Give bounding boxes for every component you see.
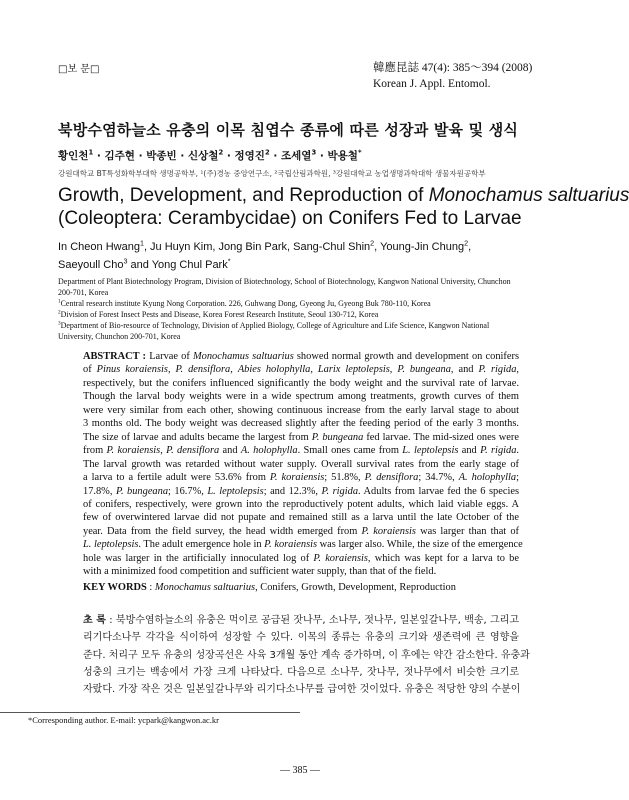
affiliation-text: Division of Forest Insect Pests and Disease, Korea Forest Research Institute, Seoul 130-712, Korea [60, 310, 379, 319]
affil-mark: 1 [58, 298, 61, 305]
species-name: P. koraiensis [269, 472, 325, 484]
abstract-text: , [310, 364, 318, 376]
species-name: P. bungeana [115, 485, 169, 497]
abstract-text: , and [450, 364, 479, 376]
abstract-text: showed normal growth and development on conifers [293, 351, 519, 362]
keywords-list: , Conifers, Growth, Development, Reproduction [255, 582, 456, 593]
abstract-line [83, 458, 519, 471]
korean-abstract-label: 초 록 [83, 615, 106, 626]
abstract-text: year. Data from the field survey, the head width emerged from [83, 525, 362, 537]
korean-abstract-line [83, 681, 519, 698]
abstract-label: ABSTRACT : [83, 351, 147, 362]
affiliation-line [58, 320, 558, 331]
section-tag: □보 문□ [58, 64, 100, 75]
author-name: and Yong Chul Park [127, 259, 228, 271]
abstract-line [83, 511, 519, 524]
author-name: 박종빈 [146, 150, 177, 162]
korean-abstract-text: : 북방수염하늘소의 유충은 먹이로 공급된 잣나무, 소나무, 젓나무, 일본잎갈나무, 백송, 그리고 [105, 615, 519, 626]
abstract-line [83, 350, 519, 363]
korean-affiliations: 강원대학교 BT특성화학부대학 생명공학부, ¹(주)경농 중앙연구소, ²국립산림과학원, ³강원대학교 농업생명과학대학 생물자원공학부 [58, 169, 486, 178]
abstract-line [83, 431, 519, 444]
species-name: P. koraiensis [264, 539, 318, 551]
abstract-line [83, 485, 519, 498]
species-name: P. rigida [478, 364, 517, 376]
affiliation-text: 200-701, Korea [58, 288, 109, 297]
korean-abstract-text: 리기다소나무 각각을 식이하여 성장할 수 있다. 이목의 종류는 유충의 크기와 생존력에 큰 영향을 [83, 632, 519, 644]
korean-abstract-line [83, 647, 530, 664]
abstract-text: hole was larger in the artificially innoculated log of [83, 552, 314, 564]
abstract-line [83, 404, 519, 417]
species-name: P. rigida [321, 485, 359, 497]
abstract-text: , [230, 364, 238, 376]
author-name: In Cheon Hwang [58, 241, 140, 253]
abstract-text: of [83, 364, 97, 376]
affiliation-line [58, 276, 558, 287]
abstract-text: and [219, 445, 241, 457]
korean-abstract-line [83, 629, 519, 646]
abstract-text: of conifers, respectively, were grown into the reproductively potent adults, which laid viable eggs. A [83, 498, 519, 510]
author-affil-mark: 3 [123, 257, 128, 266]
abstract-text: , which was kept for a larva to be [367, 552, 519, 564]
author-affil-mark: 1 [139, 239, 144, 248]
species-name: P. densiflora [175, 364, 231, 376]
species-name: L. leptolepsis [207, 485, 264, 497]
abstract-text: 3 months old. The body weight was decreased slightly after the feeding period of the early 3 months. [83, 418, 519, 430]
abstract-text: . [516, 445, 520, 457]
english-title [58, 184, 629, 230]
species-name: A. holophylla [458, 472, 517, 484]
korean-abstract [83, 612, 530, 698]
species-name: P. bungeana [311, 431, 364, 443]
species-name: P. densiflora [166, 445, 220, 457]
affiliation-line [58, 287, 558, 298]
species-name: P. koraiensis [106, 445, 161, 457]
affiliation-text: Central research institute Kyung Nong Corporation. 226, Guhwang Dong, Gyeong Ju, Gyeong Buk 780-110, Korea [60, 299, 431, 308]
author-separator: · [134, 150, 147, 162]
korean-authors [58, 148, 362, 163]
corresponding-author-footnote: *Corresponding author. E-mail: ycpark@kangwon.ac.kr [28, 715, 220, 725]
author-affil-mark: 2 [370, 239, 375, 248]
author-name: , [468, 241, 472, 253]
abstract-text: Larvae of [146, 351, 194, 362]
abstract-text: ; 51.8%, [324, 472, 365, 484]
abstract-text: few of overwintered larvae did not pupate and remained still as a larva until the late October of the [83, 512, 519, 524]
keywords [83, 582, 456, 593]
author-name: 조세열 [281, 150, 312, 162]
abstract-text: ; 34.7%, [418, 472, 459, 484]
author-name: 황인천 [58, 150, 89, 162]
affiliation-text: Department of Plant Biotechnology Program, Division of Biotechnology, School of Biotechnology, Kangwon National University, Chunchon [58, 277, 511, 286]
abstract-line [83, 525, 519, 538]
abstract-text: was larger also. While, the size of the emergence [317, 539, 523, 551]
abstract-line [83, 538, 523, 551]
species-name: L. leptolepsis [402, 445, 459, 457]
species-name: P. bungeana [397, 364, 451, 376]
abstract-text: . Small ones came from [297, 445, 403, 457]
keywords-label: KEY WORDS [83, 582, 147, 593]
abstract-text: The larval growth was retarded without water supply. Overall survival rates from the early stage of [83, 458, 519, 470]
journal-volume: 韓應昆誌 47(4): 385～394 (2008) [373, 62, 533, 74]
abstract-line [83, 390, 519, 403]
affiliations [58, 276, 558, 342]
abstract-text: , [160, 445, 167, 457]
korean-abstract-text: 준다. 처리구 모두 유충의 성장곡선은 사육 3개월 동안 계속 증가하며, 이 후에는 약간 감소한다. 유충과 [83, 649, 530, 661]
korean-abstract-text: 성충의 크기는 백송에서 가장 크게 나타났다. 다음으로 소나무, 잣나무, 젓나무에서 비슷한 크기로 [83, 666, 519, 678]
korean-abstract-line [83, 664, 519, 681]
species-name: Abies holophylla [237, 364, 311, 376]
title-species: Monochamus saltuarius [428, 185, 629, 206]
abstract-line [83, 444, 519, 457]
author-affil-mark: 2 [464, 239, 469, 248]
affil-mark: 2 [58, 309, 61, 316]
abstract-text: was larger than that of [415, 525, 520, 537]
abstract-text: and [458, 445, 481, 457]
authors-line [58, 238, 471, 256]
abstract-line [83, 471, 519, 484]
korean-title: 북방수염하늘소 유충의 이목 침엽수 종류에 따른 성장과 발육 및 생식 [58, 121, 519, 139]
species-name: P. koraiensis [313, 552, 368, 564]
abstract-text: from [83, 445, 107, 457]
abstract [83, 350, 523, 579]
author-name: 박용철 [327, 150, 358, 162]
affiliation-line [58, 331, 558, 342]
affil-mark: 3 [58, 320, 61, 327]
abstract-text: , [389, 364, 398, 376]
journal-name: Korean J. Appl. Entomol. [373, 78, 491, 90]
author-separator: · [176, 150, 188, 162]
title-text-line2: (Coleoptera: Cerambycidae) on Conifers Fed to Larvae [58, 208, 522, 229]
author-separator: · [269, 150, 281, 162]
authors-line [58, 256, 471, 274]
abstract-text: . Adults from larvae fed the 6 species [358, 485, 519, 497]
author-name: 김주현 [104, 150, 135, 162]
keywords-separator: : [146, 582, 155, 593]
species-name: P. rigida [480, 445, 517, 457]
abstract-text: Though the larval body weights were in a wide spectrum among treatments, growth curves of them [83, 391, 519, 403]
author-name: Saeyoull Cho [58, 259, 124, 271]
species-name: Pinus koraiensis [96, 364, 168, 376]
author-affil-mark: 1 [88, 148, 94, 157]
author-affil-mark: 3 [311, 148, 317, 157]
affiliation-text: Department of Bio-resource of Technology, Division of Applied Biology, College of Agriculture and Life Science, Kangwon National [60, 321, 490, 330]
abstract-text: 17.8%, [83, 485, 116, 497]
abstract-line [83, 552, 519, 565]
author-separator: · [316, 150, 328, 162]
abstract-text: , [516, 364, 520, 376]
english-authors [58, 238, 471, 274]
abstract-line [83, 363, 519, 376]
korean-abstract-line [83, 612, 519, 629]
abstract-line [83, 417, 519, 430]
abstract-text: , [167, 364, 176, 376]
author-name: , Young-Jin Chung [374, 241, 465, 253]
abstract-text: fed larvae. The mid-sized ones were [363, 431, 519, 443]
abstract-text: were very similar from each other, showing continuous increase from the early larval stage to about [83, 404, 519, 416]
page-number: — 385 — [280, 765, 320, 776]
affiliation-line [58, 298, 558, 309]
journal-citation [373, 60, 532, 92]
title-text: Growth, Development, and Reproduction of [58, 185, 429, 206]
author-separator: · [223, 150, 235, 162]
author-name: 신상철 [188, 150, 219, 162]
abstract-text: ; [516, 472, 519, 484]
species-name: Larix leptolepsis [317, 364, 390, 376]
abstract-line [83, 565, 519, 578]
species-name: Monochamus saltuarius [193, 351, 294, 362]
abstract-text: . The adult emergence hole in [138, 539, 265, 551]
species-name: P. densiflora [364, 472, 419, 484]
abstract-line [83, 498, 519, 511]
footnote-divider [0, 712, 300, 713]
abstract-text: respectively, but the conifers influenced significantly the body weight and the survival rate of larvae. [83, 377, 519, 389]
author-separator: · [93, 150, 105, 162]
author-affil-mark: * [227, 257, 231, 266]
author-name: , Ju Huyn Kim, Jong Bin Park, Sang-Chul Shin [143, 241, 371, 253]
abstract-line [83, 377, 519, 390]
abstract-text: ; 16.7%, [168, 485, 208, 497]
author-affil-mark: * [357, 148, 362, 157]
abstract-text: ; and 12.3%, [263, 485, 322, 497]
abstract-text: The size of larvae and adults became the largest from [83, 431, 312, 443]
affiliation-line [58, 309, 558, 320]
keywords-species: Monochamus saltuarius [154, 582, 256, 593]
author-affil-mark: 2 [218, 148, 224, 157]
species-name: L. leptolepsis [83, 539, 139, 551]
author-name: 정영진 [234, 150, 265, 162]
affiliation-text: University, Chunchon 200-701, Korea [58, 332, 181, 341]
species-name: A. holophylla [240, 445, 298, 457]
species-name: P. koraiensis [361, 525, 416, 537]
abstract-text: with a minimized food competition and sufficient water supply, than that of the field. [83, 566, 437, 578]
abstract-text: a larva to a fertile adult were 53.6% from [83, 472, 270, 484]
korean-abstract-text: 자랐다. 가장 작은 것은 일본잎갈나무와 리기다소나무를 급여한 것이었다. 유충은 적당한 양의 수분이 [83, 684, 521, 696]
author-affil-mark: 2 [264, 148, 270, 157]
